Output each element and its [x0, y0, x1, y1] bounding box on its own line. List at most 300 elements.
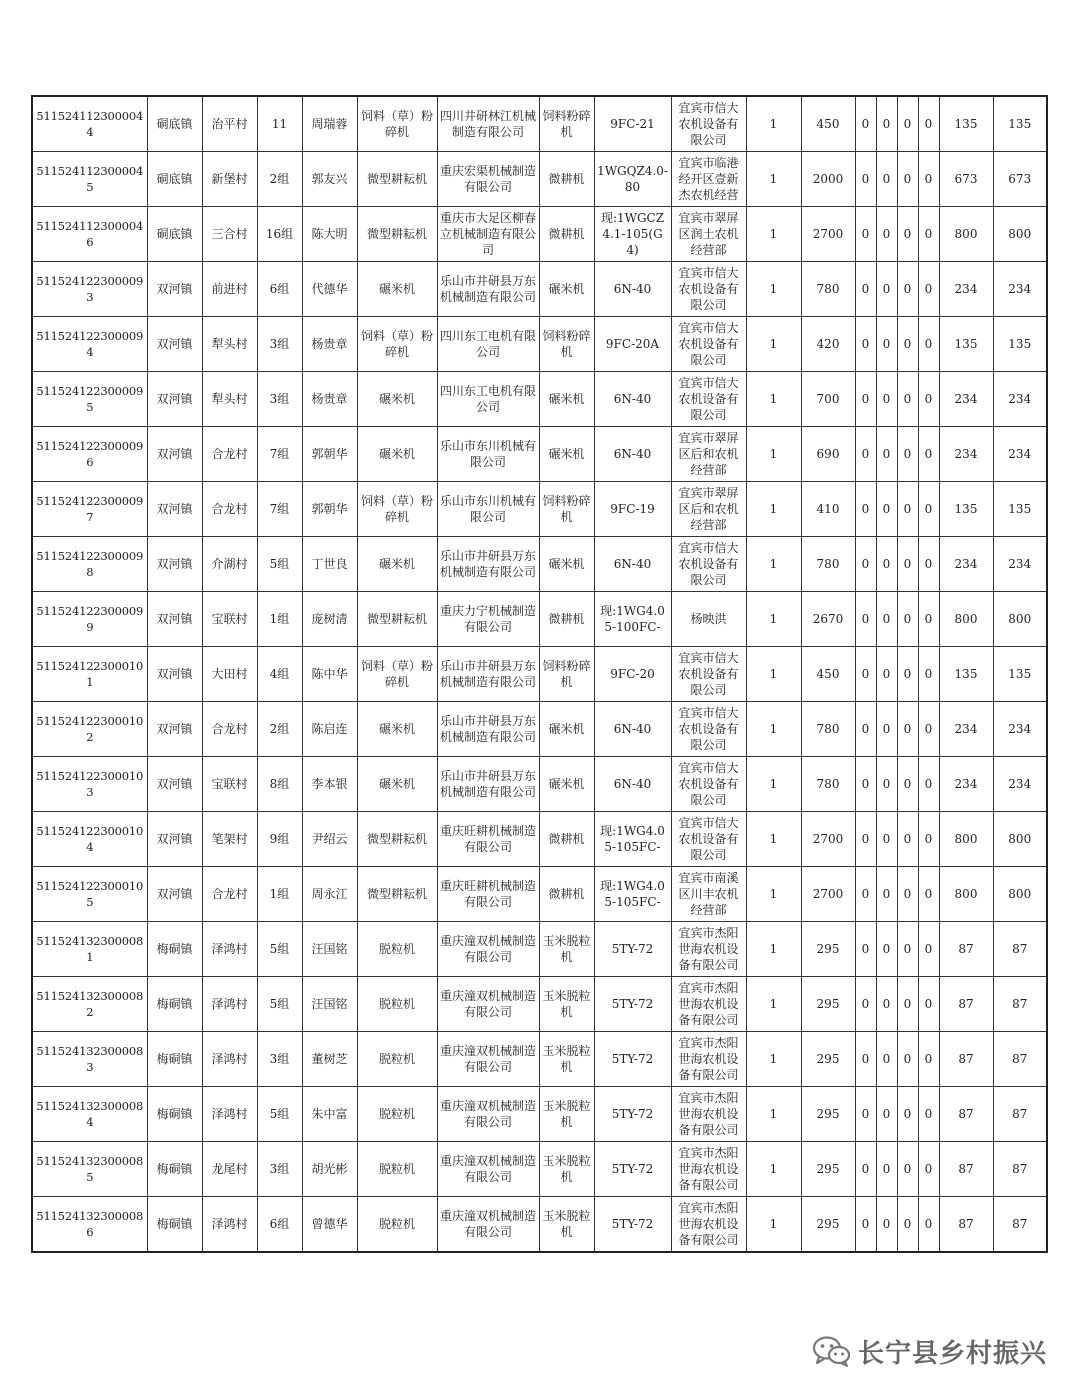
cell-product-name: 微耕机: [539, 152, 594, 207]
cell-zero-a: 0: [855, 757, 876, 812]
cell-village: 龙尾村: [202, 1142, 257, 1197]
cell-farmer-name: 郭朝华: [302, 427, 357, 482]
cell-manufacturer: 重庆市大足区柳春立机械制造有限公司: [437, 207, 539, 262]
cell-text: 宜宾市杰阳世海农机设备有限公司: [678, 1091, 739, 1137]
table-row: [32, 592, 1047, 647]
cell-model: [594, 262, 671, 317]
cell-group: 3组: [257, 317, 302, 372]
cell-dealer: [671, 647, 746, 702]
cell-price: 2700: [801, 867, 855, 922]
cell-product-name: 微耕机: [539, 207, 594, 262]
cell-farmer-name: 杨贵章: [302, 372, 357, 427]
cell-model: [594, 867, 671, 922]
cell-price: 295: [801, 1142, 855, 1197]
cell-text: 5TY-72: [611, 997, 654, 1011]
table-row: [32, 867, 1047, 922]
cell-machine-category: 饲料（草）粉碎机: [357, 317, 437, 372]
cell-manufacturer: 重庆旺耕机械制造有限公司: [437, 812, 539, 867]
cell-zero-c: 0: [897, 262, 918, 317]
cell-zero-a: 0: [855, 427, 876, 482]
cell-town: 梅硐镇: [147, 1087, 202, 1142]
cell-farmer-name: 朱中富: [302, 1087, 357, 1142]
cell-village: 新堡村: [202, 152, 257, 207]
cell-product-name: 碾米机: [539, 757, 594, 812]
cell-machine-category: 饲料（草）粉碎机: [357, 482, 437, 537]
cell-zero-c: 0: [897, 96, 918, 152]
cell-village: 合龙村: [202, 702, 257, 757]
cell-text: 宜宾市信大农机设备有限公司: [678, 706, 739, 752]
cell-zero-d: 0: [918, 96, 939, 152]
cell-machine-category: 碾米机: [357, 757, 437, 812]
cell-zero-a: 0: [855, 922, 876, 977]
cell-dealer: [671, 1087, 746, 1142]
table-row: [32, 262, 1047, 317]
cell-manufacturer: 乐山市井研县万东机械制造有限公司: [437, 757, 539, 812]
watermark: [812, 1334, 1047, 1368]
cell-zero-d: 0: [918, 757, 939, 812]
cell-machine-category: 饲料（草）粉碎机: [357, 647, 437, 702]
cell-text: 9FC-20: [610, 667, 655, 681]
cell-quantity: 1: [746, 537, 801, 592]
cell-model: [594, 702, 671, 757]
cell-subsidy-b: 135: [993, 96, 1047, 152]
cell-product-name: 玉米脱粒机: [539, 1197, 594, 1253]
cell-model: [594, 317, 671, 372]
cell-price: 2000: [801, 152, 855, 207]
cell-subsidy-b: 135: [993, 482, 1047, 537]
cell-quantity: 1: [746, 482, 801, 537]
table-row: [32, 427, 1047, 482]
table-row: [32, 1197, 1047, 1253]
cell-zero-b: 0: [876, 592, 897, 647]
cell-dealer: [671, 152, 746, 207]
cell-village: 犁头村: [202, 372, 257, 427]
cell-zero-d: 0: [918, 592, 939, 647]
cell-dealer: [671, 207, 746, 262]
cell-zero-d: 0: [918, 1087, 939, 1142]
cell-zero-a: 0: [855, 152, 876, 207]
table-row: [32, 537, 1047, 592]
cell-subsidy-b: 87: [993, 1142, 1047, 1197]
cell-zero-d: 0: [918, 867, 939, 922]
cell-record-code: 5115241223000102: [32, 702, 147, 757]
cell-machine-category: 脱粒机: [357, 977, 437, 1032]
cell-model: [594, 96, 671, 152]
cell-zero-a: 0: [855, 1087, 876, 1142]
cell-text: 宜宾市杰阳世海农机设备有限公司: [678, 1036, 739, 1082]
cell-zero-c: 0: [897, 427, 918, 482]
cell-model: [594, 647, 671, 702]
cell-machine-category: 碾米机: [357, 537, 437, 592]
cell-town: 双河镇: [147, 537, 202, 592]
cell-quantity: 1: [746, 1142, 801, 1197]
cell-text: 杨映洪: [690, 612, 727, 626]
cell-zero-c: 0: [897, 207, 918, 262]
cell-subsidy-b: 87: [993, 1087, 1047, 1142]
cell-manufacturer: 乐山市东川机械有限公司: [437, 482, 539, 537]
cell-quantity: 1: [746, 1087, 801, 1142]
cell-price: 2670: [801, 592, 855, 647]
cell-group: 3组: [257, 372, 302, 427]
cell-farmer-name: 庞树清: [302, 592, 357, 647]
cell-subsidy-b: 234: [993, 702, 1047, 757]
cell-subsidy-b: 135: [993, 647, 1047, 702]
cell-subsidy-b: 87: [993, 977, 1047, 1032]
cell-machine-category: 脱粒机: [357, 922, 437, 977]
cell-price: 780: [801, 757, 855, 812]
cell-record-code: 5115241223000105: [32, 867, 147, 922]
cell-subsidy-a: 800: [939, 207, 993, 262]
cell-text: 宜宾市信大农机设备有限公司: [678, 761, 739, 807]
cell-zero-d: 0: [918, 922, 939, 977]
table-row: [32, 977, 1047, 1032]
cell-price: 295: [801, 1197, 855, 1253]
cell-town: 双河镇: [147, 702, 202, 757]
cell-machine-category: 脱粒机: [357, 1197, 437, 1253]
cell-zero-b: 0: [876, 96, 897, 152]
cell-quantity: 1: [746, 702, 801, 757]
cell-dealer: [671, 922, 746, 977]
cell-text: 宜宾市杰阳世海农机设备有限公司: [678, 981, 739, 1027]
cell-village: 前进村: [202, 262, 257, 317]
cell-manufacturer: 重庆潼双机械制造有限公司: [437, 1197, 539, 1253]
cell-manufacturer: 乐山市井研县万东机械制造有限公司: [437, 702, 539, 757]
cell-quantity: 1: [746, 812, 801, 867]
cell-zero-c: 0: [897, 977, 918, 1032]
cell-zero-a: 0: [855, 812, 876, 867]
cell-subsidy-a: 87: [939, 922, 993, 977]
cell-zero-d: 0: [918, 207, 939, 262]
cell-model: [594, 1142, 671, 1197]
cell-group: 5组: [257, 977, 302, 1032]
cell-zero-a: 0: [855, 647, 876, 702]
cell-town: 梅硐镇: [147, 977, 202, 1032]
cell-zero-a: 0: [855, 96, 876, 152]
cell-town: 双河镇: [147, 427, 202, 482]
cell-subsidy-a: 234: [939, 372, 993, 427]
cell-town: 硐底镇: [147, 207, 202, 262]
cell-zero-c: 0: [897, 867, 918, 922]
cell-subsidy-a: 87: [939, 1142, 993, 1197]
cell-price: 450: [801, 647, 855, 702]
cell-record-code: 5115241223000097: [32, 482, 147, 537]
cell-village: 治平村: [202, 96, 257, 152]
cell-subsidy-b: 234: [993, 262, 1047, 317]
cell-zero-d: 0: [918, 537, 939, 592]
cell-record-code: 5115241223000093: [32, 262, 147, 317]
cell-village: 合龙村: [202, 867, 257, 922]
cell-zero-d: 0: [918, 647, 939, 702]
table-row: [32, 1032, 1047, 1087]
table-row: [32, 372, 1047, 427]
cell-town: 双河镇: [147, 867, 202, 922]
cell-zero-a: 0: [855, 537, 876, 592]
cell-manufacturer: 重庆潼双机械制造有限公司: [437, 977, 539, 1032]
cell-text: 宜宾市临港经开区壹新杰农机经营: [678, 156, 739, 202]
cell-text: 9FC-20A: [605, 337, 660, 351]
cell-text: 宜宾市信大农机设备有限公司: [678, 651, 739, 697]
cell-zero-a: 0: [855, 207, 876, 262]
cell-zero-b: 0: [876, 977, 897, 1032]
cell-text: 5TY-72: [611, 942, 654, 956]
cell-subsidy-a: 234: [939, 702, 993, 757]
cell-subsidy-b: 800: [993, 867, 1047, 922]
cell-zero-c: 0: [897, 152, 918, 207]
cell-text: 6N-40: [613, 777, 652, 791]
cell-price: 780: [801, 262, 855, 317]
cell-manufacturer: 重庆宏渠机械制造有限公司: [437, 152, 539, 207]
cell-zero-a: 0: [855, 702, 876, 757]
cell-subsidy-b: 234: [993, 372, 1047, 427]
cell-subsidy-b: 234: [993, 537, 1047, 592]
cell-record-code: 5115241123000045: [32, 152, 147, 207]
cell-zero-d: 0: [918, 977, 939, 1032]
cell-subsidy-b: 135: [993, 317, 1047, 372]
cell-machine-category: 脱粒机: [357, 1142, 437, 1197]
cell-machine-category: 微型耕耘机: [357, 592, 437, 647]
cell-zero-d: 0: [918, 1197, 939, 1253]
cell-zero-d: 0: [918, 372, 939, 427]
cell-group: 8组: [257, 757, 302, 812]
cell-quantity: 1: [746, 317, 801, 372]
table-row: [32, 1142, 1047, 1197]
cell-zero-b: 0: [876, 757, 897, 812]
cell-group: 3组: [257, 1142, 302, 1197]
cell-record-code: 5115241123000044: [32, 96, 147, 152]
cell-machine-category: 饲料（草）粉碎机: [357, 96, 437, 152]
cell-record-code: 5115241323000086: [32, 1197, 147, 1253]
cell-dealer: [671, 537, 746, 592]
cell-manufacturer: 重庆潼双机械制造有限公司: [437, 1142, 539, 1197]
cell-price: 450: [801, 96, 855, 152]
cell-town: 双河镇: [147, 592, 202, 647]
cell-manufacturer: 四川井研林江机械制造有限公司: [437, 96, 539, 152]
cell-zero-a: 0: [855, 592, 876, 647]
cell-zero-b: 0: [876, 702, 897, 757]
cell-dealer: [671, 812, 746, 867]
cell-text: 宜宾市信大农机设备有限公司: [678, 376, 739, 422]
cell-model: [594, 372, 671, 427]
cell-subsidy-a: 135: [939, 482, 993, 537]
cell-farmer-name: 周永江: [302, 867, 357, 922]
cell-group: 16组: [257, 207, 302, 262]
cell-zero-c: 0: [897, 592, 918, 647]
cell-town: 梅硐镇: [147, 1142, 202, 1197]
cell-subsidy-a: 87: [939, 1197, 993, 1253]
cell-quantity: 1: [746, 647, 801, 702]
cell-price: 780: [801, 702, 855, 757]
cell-dealer: [671, 757, 746, 812]
cell-zero-a: 0: [855, 1142, 876, 1197]
cell-product-name: 玉米脱粒机: [539, 1087, 594, 1142]
cell-subsidy-b: 800: [993, 592, 1047, 647]
cell-quantity: 1: [746, 152, 801, 207]
cell-zero-c: 0: [897, 647, 918, 702]
cell-model: [594, 427, 671, 482]
cell-town: 梅硐镇: [147, 1032, 202, 1087]
cell-zero-b: 0: [876, 1087, 897, 1142]
cell-farmer-name: 董树芝: [302, 1032, 357, 1087]
cell-farmer-name: 李本银: [302, 757, 357, 812]
cell-subsidy-a: 135: [939, 317, 993, 372]
cell-text: 宜宾市信大农机设备有限公司: [678, 321, 739, 367]
cell-manufacturer: 重庆旺耕机械制造有限公司: [437, 867, 539, 922]
cell-village: 犁头村: [202, 317, 257, 372]
cell-record-code: 5115241323000081: [32, 922, 147, 977]
table-row: [32, 96, 1047, 152]
cell-village: 泽鸿村: [202, 1032, 257, 1087]
cell-record-code: 5115241223000103: [32, 757, 147, 812]
table-row: [32, 207, 1047, 262]
cell-record-code: 5115241323000085: [32, 1142, 147, 1197]
cell-zero-c: 0: [897, 1032, 918, 1087]
cell-machine-category: 碾米机: [357, 372, 437, 427]
cell-manufacturer: 四川东工电机有限公司: [437, 372, 539, 427]
cell-village: 宝联村: [202, 592, 257, 647]
cell-text: 6N-40: [613, 722, 652, 736]
cell-zero-c: 0: [897, 1197, 918, 1253]
cell-group: 6组: [257, 1197, 302, 1253]
cell-quantity: 1: [746, 96, 801, 152]
cell-dealer: [671, 317, 746, 372]
cell-zero-b: 0: [876, 647, 897, 702]
cell-record-code: 5115241223000094: [32, 317, 147, 372]
cell-group: 5组: [257, 537, 302, 592]
cell-farmer-name: 周瑞蓉: [302, 96, 357, 152]
cell-farmer-name: 胡光彬: [302, 1142, 357, 1197]
cell-text: 6N-40: [613, 392, 652, 406]
cell-dealer: [671, 592, 746, 647]
cell-product-name: 饲料粉碎机: [539, 482, 594, 537]
cell-price: 420: [801, 317, 855, 372]
cell-machine-category: 碾米机: [357, 702, 437, 757]
cell-zero-d: 0: [918, 812, 939, 867]
cell-text: 宜宾市信大农机设备有限公司: [678, 101, 739, 147]
cell-subsidy-b: 673: [993, 152, 1047, 207]
cell-group: 2组: [257, 152, 302, 207]
cell-text: 宜宾市杰阳世海农机设备有限公司: [678, 1146, 739, 1192]
cell-quantity: 1: [746, 427, 801, 482]
cell-zero-d: 0: [918, 1032, 939, 1087]
cell-subsidy-a: 234: [939, 427, 993, 482]
cell-village: 泽鸿村: [202, 977, 257, 1032]
cell-text: 宜宾市信大农机设备有限公司: [678, 816, 739, 862]
cell-subsidy-a: 87: [939, 1087, 993, 1142]
cell-model: [594, 207, 671, 262]
cell-manufacturer: 重庆潼双机械制造有限公司: [437, 1087, 539, 1142]
cell-town: 双河镇: [147, 812, 202, 867]
cell-product-name: 玉米脱粒机: [539, 977, 594, 1032]
cell-village: 合龙村: [202, 482, 257, 537]
cell-farmer-name: 陈大明: [302, 207, 357, 262]
cell-model: [594, 592, 671, 647]
cell-manufacturer: 重庆潼双机械制造有限公司: [437, 922, 539, 977]
cell-group: 6组: [257, 262, 302, 317]
watermark-text: 长宁县乡村振兴: [858, 1338, 1048, 1369]
cell-model: [594, 1032, 671, 1087]
cell-zero-c: 0: [897, 1087, 918, 1142]
cell-product-name: 玉米脱粒机: [539, 922, 594, 977]
cell-dealer: [671, 96, 746, 152]
cell-subsidy-a: 234: [939, 757, 993, 812]
cell-model: [594, 812, 671, 867]
cell-zero-d: 0: [918, 427, 939, 482]
cell-model: [594, 152, 671, 207]
cell-product-name: 碾米机: [539, 372, 594, 427]
cell-text: 5TY-72: [611, 1052, 654, 1066]
cell-farmer-name: 陈中华: [302, 647, 357, 702]
cell-subsidy-b: 234: [993, 757, 1047, 812]
cell-town: 双河镇: [147, 757, 202, 812]
cell-group: 5组: [257, 922, 302, 977]
cell-zero-c: 0: [897, 317, 918, 372]
cell-quantity: 1: [746, 372, 801, 427]
cell-text: 现:1WG4.05-105FC-: [600, 879, 665, 909]
cell-subsidy-b: 87: [993, 1197, 1047, 1253]
cell-village: 大田村: [202, 647, 257, 702]
cell-text: 9FC-19: [610, 502, 655, 516]
cell-village: 泽鸿村: [202, 922, 257, 977]
cell-zero-b: 0: [876, 812, 897, 867]
cell-zero-d: 0: [918, 317, 939, 372]
cell-dealer: [671, 482, 746, 537]
cell-subsidy-a: 673: [939, 152, 993, 207]
cell-zero-c: 0: [897, 372, 918, 427]
cell-record-code: 5115241223000099: [32, 592, 147, 647]
cell-village: 介湖村: [202, 537, 257, 592]
cell-record-code: 5115241223000098: [32, 537, 147, 592]
cell-machine-category: 微型耕耘机: [357, 867, 437, 922]
cell-model: [594, 1087, 671, 1142]
cell-zero-d: 0: [918, 152, 939, 207]
cell-price: 295: [801, 922, 855, 977]
cell-subsidy-a: 87: [939, 977, 993, 1032]
cell-village: 宝联村: [202, 757, 257, 812]
cell-zero-d: 0: [918, 262, 939, 317]
cell-farmer-name: 郭友兴: [302, 152, 357, 207]
cell-price: 295: [801, 1032, 855, 1087]
table-row: [32, 757, 1047, 812]
cell-quantity: 1: [746, 1197, 801, 1253]
cell-group: 4组: [257, 647, 302, 702]
cell-group: 2组: [257, 702, 302, 757]
cell-subsidy-a: 135: [939, 96, 993, 152]
cell-record-code: 5115241323000082: [32, 977, 147, 1032]
cell-price: 700: [801, 372, 855, 427]
cell-quantity: 1: [746, 207, 801, 262]
cell-manufacturer: 重庆力宁机械制造有限公司: [437, 592, 539, 647]
cell-village: 泽鸿村: [202, 1087, 257, 1142]
table-row: [32, 1087, 1047, 1142]
cell-subsidy-b: 87: [993, 1032, 1047, 1087]
cell-manufacturer: 乐山市井研县万东机械制造有限公司: [437, 647, 539, 702]
cell-text: 宜宾市翠屏区后和农机经营部: [678, 486, 739, 532]
cell-subsidy-a: 800: [939, 592, 993, 647]
cell-text: 宜宾市信大农机设备有限公司: [678, 541, 739, 587]
cell-text: 5TY-72: [611, 1217, 654, 1231]
cell-record-code: 5115241123000046: [32, 207, 147, 262]
cell-product-name: 玉米脱粒机: [539, 1032, 594, 1087]
cell-machine-category: 微型耕耘机: [357, 812, 437, 867]
cell-zero-c: 0: [897, 702, 918, 757]
cell-farmer-name: 尹绍云: [302, 812, 357, 867]
cell-manufacturer: 乐山市井研县万东机械制造有限公司: [437, 262, 539, 317]
cell-text: 宜宾市翠屏区润土农机经营部: [678, 211, 739, 257]
cell-farmer-name: 曾德华: [302, 1197, 357, 1253]
cell-quantity: 1: [746, 867, 801, 922]
cell-manufacturer: 乐山市东川机械有限公司: [437, 427, 539, 482]
cell-text: 1WGQZ4.0-80: [597, 164, 668, 194]
